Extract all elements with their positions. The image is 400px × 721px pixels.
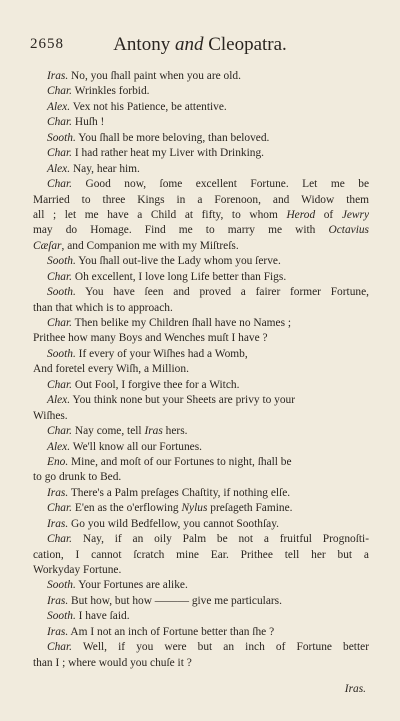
text-line (33, 609, 369, 624)
line-text: to go drunk to Bed. (33, 471, 122, 484)
text-line (33, 131, 369, 146)
line-text: I had rather heat my Liver with Drinking. (72, 147, 265, 160)
text-line (33, 146, 369, 161)
text-line (33, 285, 369, 300)
text-line (33, 208, 369, 223)
line-text: Nay come, tell (72, 425, 145, 438)
text-line (33, 393, 369, 408)
title-part1: Antony (113, 34, 171, 55)
text-line (33, 223, 369, 238)
speaker-name: Char. (47, 317, 73, 329)
line-text: than that which is to approach. (33, 301, 173, 314)
page-number: 2658 (30, 36, 64, 52)
line-text: Workyday Fortune. (33, 564, 122, 576)
text-line (33, 100, 369, 115)
line-text: You have ſeen and proved a fairer former Fortune, (75, 286, 369, 299)
text-line (33, 69, 369, 84)
italic-name: Iras (144, 425, 163, 438)
speaker-name: Char. (47, 641, 73, 654)
italic-name: Herod (286, 208, 316, 221)
line-text: Huſh ! (72, 116, 105, 129)
line-text: Nay, hear him. (70, 162, 140, 175)
text-line (33, 532, 369, 547)
text-line (33, 440, 369, 455)
line-text: Out Fool, I forgive thee for a Witch. (72, 378, 240, 391)
line-text: Vex not his Patience, be attentive. (70, 100, 227, 113)
text-line (33, 301, 369, 316)
speaker-name: Sooth. (47, 255, 76, 268)
speaker-name: Char. (47, 378, 73, 391)
line-text: Good now, ſome excellent Fortune. Let me be (72, 178, 369, 191)
speaker-name: Alex. (47, 100, 71, 113)
line-text: , and Companion me with my Miſtreſs. (61, 239, 239, 252)
text-line (33, 455, 369, 470)
italic-name: Cæſar (33, 239, 62, 252)
line-text: preſageth Famine. (207, 502, 293, 515)
line-text: You ſhall be more beloving, than beloved. (75, 131, 270, 144)
text-line (33, 378, 369, 393)
text-line (33, 424, 369, 439)
text-line (33, 362, 369, 377)
line-text: And foretel every Wiſh, a Million. (33, 363, 189, 376)
speaker-name: Sooth. (47, 579, 76, 592)
text-line (33, 193, 369, 208)
page-header (30, 34, 370, 58)
speaker-name: Iras. (47, 594, 69, 607)
text-line (33, 331, 369, 346)
line-text: hers. (162, 425, 188, 438)
text-line (33, 548, 369, 563)
line-text: Wiſhes. (33, 409, 68, 422)
text-line (33, 316, 369, 331)
line-text: If every of your Wiſhes had a Womb, (75, 347, 248, 360)
speaker-name: Sooth. (47, 131, 76, 144)
line-text: Oh excellent, I love long Life better than Figs. (72, 270, 287, 283)
text-line (33, 239, 369, 254)
line-text: You ſhall out-live the Lady whom you ſerve. (75, 255, 281, 268)
speaker-name: Alex. (47, 394, 71, 407)
catchword: Iras. (344, 683, 366, 695)
text-line (33, 162, 369, 177)
speaker-name: Iras. (47, 70, 69, 82)
line-text: No, you ſhall paint when you are old. (68, 70, 241, 82)
line-text: Your Fortunes are alike. (75, 579, 188, 592)
line-text: Nay, if an oily Palm be not a fruitful Prognoſti- (72, 533, 369, 546)
text-line (33, 486, 369, 501)
speaker-name: Char. (47, 116, 73, 129)
line-text: than I ; where would you chuſe it ? (33, 656, 192, 669)
text-line (33, 177, 369, 192)
line-text: Prithee how many Boys and Wenches muſt I have ? (33, 332, 268, 345)
speaker-name: Char. (47, 178, 73, 191)
text-line (33, 347, 369, 362)
line-text: Well, if you were but an inch of Fortune better (72, 641, 369, 654)
line-text: But how, but how ——— give me particulars. (68, 594, 282, 607)
text-line (33, 501, 369, 516)
text-line (33, 563, 369, 578)
text-line (33, 640, 369, 655)
text-line (33, 625, 369, 640)
line-text: Married to three Kings in a Forenoon, and Widow them (33, 193, 369, 206)
speaker-name: Alex. (47, 162, 71, 175)
line-text: may do Homage. Find me to marry me with (33, 224, 329, 237)
text-line (33, 594, 369, 609)
speaker-name: Sooth. (47, 610, 76, 623)
speaker-name: Sooth. (47, 286, 76, 299)
line-text: Mine, and moſt of our Fortunes to night, ſhall be (68, 455, 292, 468)
italic-name: Octavius (328, 224, 369, 237)
text-line (33, 656, 369, 671)
italic-name: Nylus (181, 502, 208, 515)
line-text: There's a Palm preſages Chaſtity, if nothing elſe. (68, 486, 291, 499)
text-line (33, 578, 369, 593)
line-text: We'll know all our Fortunes. (70, 440, 202, 453)
speaker-name: Sooth. (47, 347, 76, 360)
line-text: E'en as the o'erflowing (72, 502, 182, 515)
text-line (33, 84, 369, 99)
play-text (33, 69, 369, 671)
text-line (33, 470, 369, 485)
speaker-name: Char. (47, 147, 73, 160)
line-text: all ; let me have a Child at fifty, to whom (33, 208, 287, 221)
speaker-name: Iras. (47, 517, 69, 530)
line-text: I have ſaid. (75, 610, 130, 623)
title-part2: Cleopatra. (208, 34, 287, 55)
line-text: of (315, 208, 342, 221)
text-line (33, 517, 369, 532)
speaker-name: Char. (47, 270, 73, 283)
title-ampersand: and (174, 34, 204, 55)
speaker-name: Char. (47, 502, 73, 515)
speaker-name: Iras. (47, 486, 69, 499)
speaker-name: Eno. (47, 455, 69, 468)
line-text: Am I not an inch of Fortune better than ſhe ? (68, 625, 275, 638)
speaker-name: Iras. (47, 625, 69, 638)
speaker-name: Char. (47, 533, 73, 546)
text-line (33, 254, 369, 269)
italic-name: Jewry (341, 208, 369, 221)
line-text: Then belike my Children ſhall have no Names ; (72, 317, 292, 329)
text-line (33, 270, 369, 285)
line-text: Go you wild Bedfellow, you cannot Soothſay. (68, 517, 280, 530)
line-text: You think none but your Sheets are privy to your (70, 394, 296, 407)
line-text: Wrinkles forbid. (72, 85, 150, 98)
running-title (30, 34, 370, 56)
speaker-name: Char. (47, 425, 73, 438)
text-line (33, 115, 369, 130)
text-line (33, 409, 369, 424)
speaker-name: Alex. (47, 440, 71, 453)
line-text: cation, I cannot ſcratch mine Ear. Prithee tell her but a (33, 548, 369, 561)
speaker-name: Char. (47, 85, 73, 98)
